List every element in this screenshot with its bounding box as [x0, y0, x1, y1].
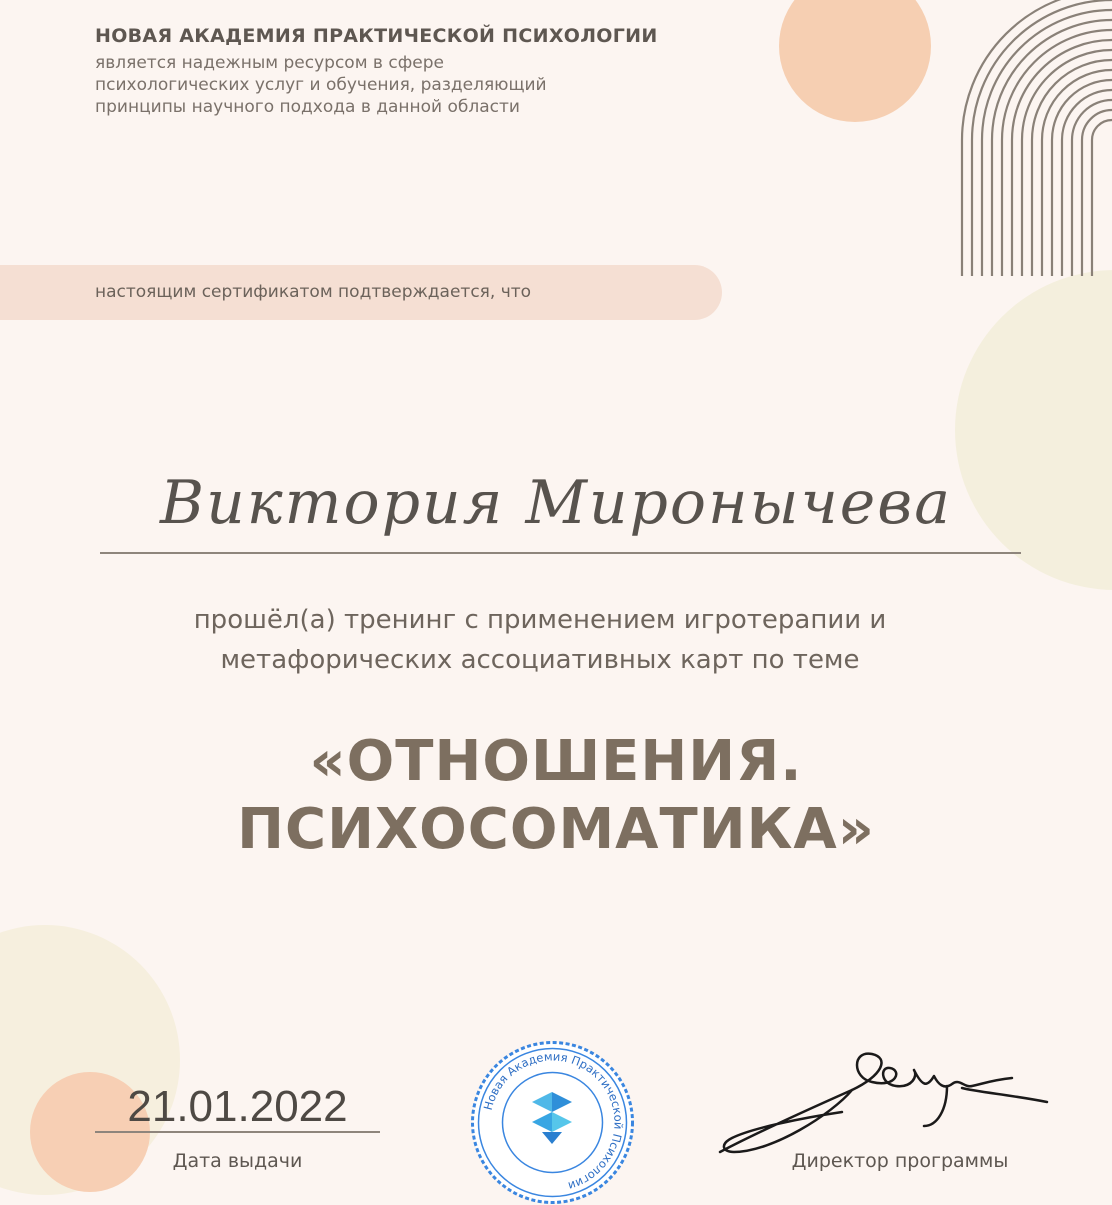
course-title-line: «ОТНОШЕНИЯ.: [309, 729, 803, 794]
issue-date-label: Дата выдачи: [172, 1150, 303, 1172]
issue-date-underline: [95, 1131, 380, 1133]
arch-line: [1062, 90, 1112, 276]
issue-date: 21.01.2022: [127, 1082, 348, 1131]
training-line: прошёл(а) тренинг с применением игротерапии и: [193, 605, 887, 635]
description-line: принципы научного подхода в данной области: [95, 97, 520, 117]
arch-line: [1082, 110, 1112, 276]
recipient-name: Виктория Миронычева: [160, 468, 952, 538]
arches-decoration: [950, 0, 1112, 276]
confirmation-text: настоящим сертификатом подтверждается, что: [95, 282, 532, 302]
seal-text: Новая Академия Практической Психологии: [480, 1049, 626, 1194]
director-label: Директор программы: [791, 1150, 1009, 1172]
arch-line: [1092, 120, 1112, 276]
cream-circle-decoration: [955, 270, 1112, 590]
peach-circle-decoration: [779, 0, 931, 122]
training-line: метафорических ассоциативных карт по теме: [220, 645, 860, 675]
organization-name: НОВАЯ АКАДЕМИЯ ПРАКТИЧЕСКОЙ ПСИХОЛОГИИ: [95, 25, 658, 47]
organization-description: [95, 52, 655, 118]
description-line: является надежным ресурсом в сфере: [95, 53, 444, 73]
seal-stamp: [470, 1040, 635, 1205]
description-line: психологических услуг и обучения, разделяющий: [95, 75, 547, 95]
course-title: [0, 728, 1112, 864]
arch-line: [1002, 30, 1112, 276]
director-signature: [712, 1040, 1052, 1160]
arch-line: [962, 0, 1112, 276]
arch-line: [1022, 50, 1112, 276]
training-description: [0, 600, 1080, 680]
course-title-line: ПСИХОСОМАТИКА»: [237, 797, 875, 862]
name-underline: [100, 552, 1021, 554]
